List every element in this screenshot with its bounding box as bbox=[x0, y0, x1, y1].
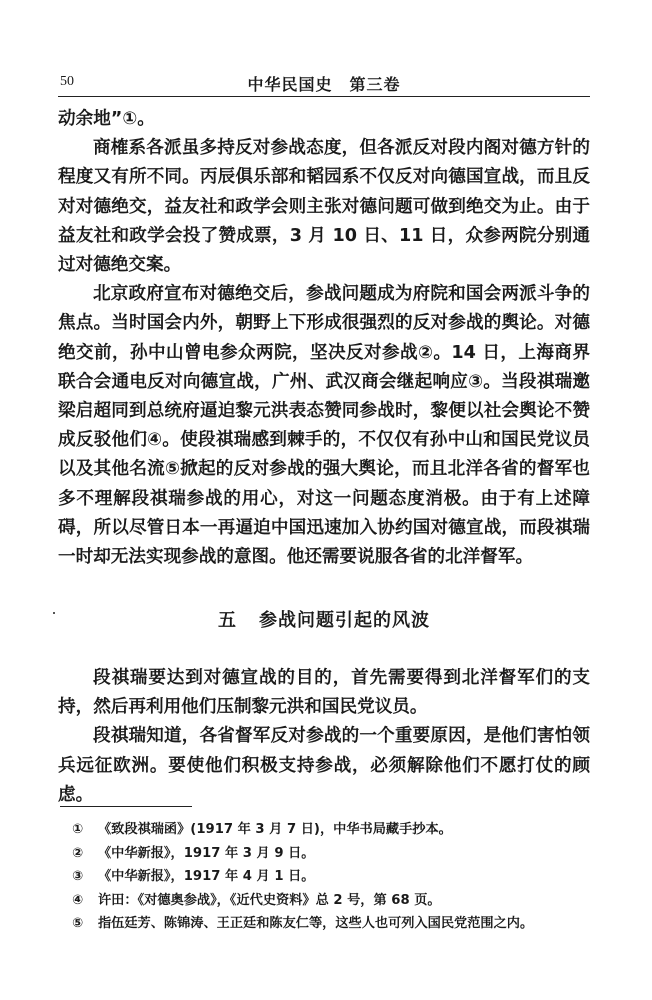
footnotes bbox=[72, 818, 592, 936]
section-title: 参战问题引起的风波 bbox=[259, 610, 430, 631]
paragraph: 北京政府宣布对德绝交后，参战问题成为府院和国会两派斗争的焦点。当时国会内外，朝野上下形成很强烈的反对参战的舆论。对德绝交前，孙中山曾电参众两院，坚决反对参战②。14 日，上海商界联合会通电反对向德宣战，广州、武汉商会继起响应③。当段祺瑞邀梁启超同到总统府逼迫黎元洪表态赞同参战时，黎便以社会舆论不赞成反驳他们④。使段祺瑞感到棘手的，不仅仅有孙中山和国民党议员以及其他名流⑤掀起的反对参战的强大舆论，而且北洋各省的督军也多不理解段祺瑞参战的用心，对这一问题态度消极。由于有上述障碍，所以尽管日本一再逼迫中国迅速加入协约国对德宣战，而段祺瑞一时却无法实现参战的意图。他还需要说服各省的北洋督军。 bbox=[58, 284, 590, 568]
body-text-bottom bbox=[58, 664, 590, 810]
paragraph: 动余地”①。 bbox=[58, 109, 155, 129]
section-heading bbox=[58, 606, 590, 632]
page-number: 50 bbox=[60, 74, 74, 89]
footnote-text: 指伍廷芳、陈锦涛、王正廷和陈友仁等，这些人也可列入国民党范围之内。 bbox=[98, 916, 534, 931]
header-rule bbox=[58, 96, 590, 97]
footnote-text: 《致段祺瑞函》(1917 年 3 月 7 日)，中华书局藏手抄本。 bbox=[98, 822, 452, 837]
section-number: 五 bbox=[218, 610, 237, 631]
footnote bbox=[72, 842, 592, 866]
footnote-mark: ③ bbox=[72, 869, 84, 884]
footnote-mark: ④ bbox=[72, 892, 84, 908]
scan-speck bbox=[53, 612, 55, 614]
footnote-text: 《中华新报》，1917 年 4 月 1 日。 bbox=[98, 869, 315, 884]
footnote-mark: ② bbox=[72, 845, 84, 861]
paragraph: 段祺瑞要达到对德宣战的目的，首先需要得到北洋督军们的支持，然后再利用他们压制黎元洪和国民党议员。 bbox=[58, 668, 590, 718]
footnote-text: 《中华新报》，1917 年 3 月 9 日。 bbox=[98, 845, 315, 861]
running-title: 中华民国史 第三卷 bbox=[247, 75, 401, 94]
footnote bbox=[72, 912, 592, 936]
paragraph: 商榷系各派虽多持反对参战态度，但各派反对段内阁对德方针的程度又有所不同。丙辰俱乐部和韬园系不仅反对向德国宣战，而且反对对德绝交，益友社和政学会则主张对德问题可做到绝交为止。由于益友社和政学会投了赞成票，3 月 10 日、11 日，众参两院分别通过对德绝交案。 bbox=[58, 138, 590, 276]
footnote bbox=[72, 865, 592, 889]
footnote-rule bbox=[60, 806, 192, 807]
footnote bbox=[72, 889, 592, 913]
paragraph: 段祺瑞知道，各省督军反对参战的一个重要原因，是他们害怕领兵远征欧洲。要使他们积极支持参战，必须解除他们不愿打仗的顾虑。 bbox=[58, 726, 590, 805]
footnote-mark: ① bbox=[72, 822, 84, 837]
body-text-top bbox=[58, 105, 590, 572]
page-header bbox=[58, 70, 590, 96]
footnote-text: 许田：《对德奥参战》，《近代史资料》总 2 号，第 68 页。 bbox=[98, 892, 441, 908]
footnote bbox=[72, 818, 592, 842]
footnote-mark: ⑤ bbox=[72, 916, 84, 931]
